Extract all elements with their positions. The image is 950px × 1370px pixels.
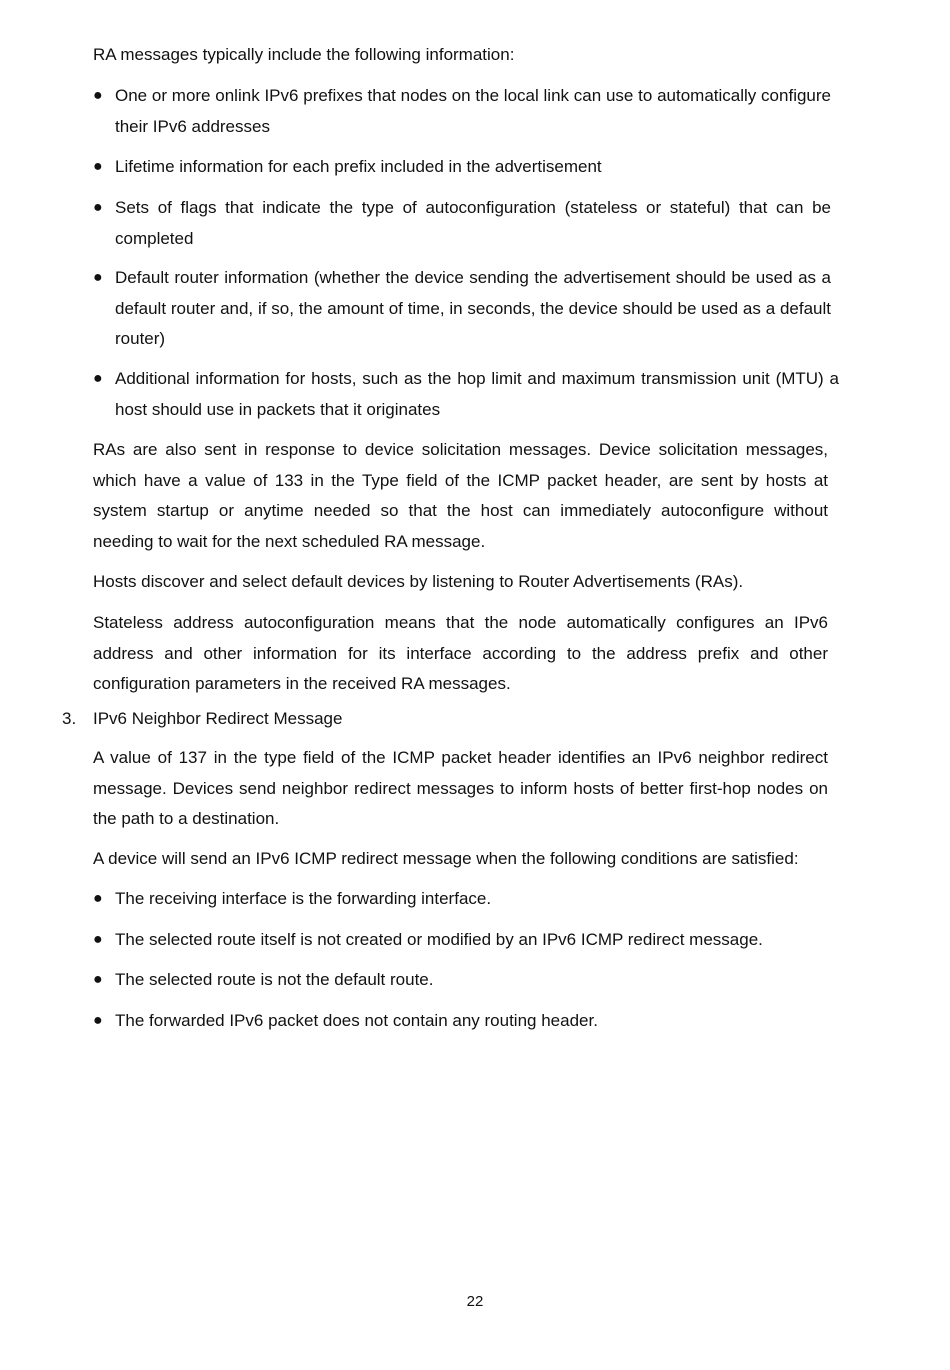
bullet-icon: ● bbox=[93, 87, 103, 104]
hosts-paragraph: Hosts discover and select default devices by listening to Router Advertisements (RAs). bbox=[93, 572, 744, 591]
intro-paragraph: RA messages typically include the following information: bbox=[93, 45, 515, 64]
condition-item-no-routing-header: The forwarded IPv6 packet does not contain any routing header. bbox=[115, 1011, 598, 1030]
ra-item-flags: Sets of flags that indicate the type of autoconfiguration (stateless or stateful) that can be completed bbox=[115, 198, 831, 248]
stateless-paragraph: Stateless address autoconfiguration means that the node automatically configures an IPv6 address and other information for its interface according to the address prefix and other configuration parameters in the received RA messages. bbox=[93, 613, 828, 693]
conditions-paragraph: A device will send an IPv6 ICMP redirect message when the following conditions are satisfied: bbox=[93, 849, 799, 868]
condition-item-receiving-interface: The receiving interface is the forwarding interface. bbox=[115, 889, 492, 908]
bullet-icon: ● bbox=[93, 370, 103, 387]
section-title: IPv6 Neighbor Redirect Message bbox=[93, 709, 343, 728]
section-number: 3. bbox=[62, 709, 77, 728]
ra-item-lifetime: Lifetime information for each prefix included in the advertisement bbox=[115, 157, 602, 176]
bullet-icon: ● bbox=[93, 199, 103, 216]
condition-item-not-default: The selected route is not the default route. bbox=[115, 970, 434, 989]
bullet-icon: ● bbox=[93, 971, 103, 988]
solicitation-paragraph: RAs are also sent in response to device solicitation messages. Device solicitation messages, which have a value of 133 in the Type field of the ICMP packet header, are sent by hosts at system startup or anytime needed so that the host can immediately autoconfigure without needing to wait for the next scheduled RA message. bbox=[93, 440, 828, 551]
page-number: 22 bbox=[466, 1293, 484, 1310]
redirect-paragraph: A value of 137 in the type field of the ICMP packet header identifies an IPv6 neighbor redirect message. Devices send neighbor redirect messages to inform hosts of better first-hop nodes on the path to a destination. bbox=[93, 748, 828, 828]
bullet-icon: ● bbox=[93, 931, 103, 948]
ra-item-host-info: Additional information for hosts, such as the hop limit and maximum transmission unit (MTU) a host should use in packets that it originates bbox=[115, 369, 839, 419]
bullet-icon: ● bbox=[93, 158, 103, 175]
ra-item-prefixes: One or more onlink IPv6 prefixes that nodes on the local link can use to automatically configure their IPv6 addresses bbox=[115, 86, 831, 136]
condition-item-selected-route: The selected route itself is not created or modified by an IPv6 ICMP redirect message. bbox=[115, 930, 763, 949]
bullet-icon: ● bbox=[93, 890, 103, 907]
ra-item-default-router: Default router information (whether the device sending the advertisement should be used as a default router and, if so, the amount of time, in seconds, the device should be used as a default router) bbox=[115, 268, 831, 348]
bullet-icon: ● bbox=[93, 269, 103, 286]
bullet-icon: ● bbox=[93, 1012, 103, 1029]
